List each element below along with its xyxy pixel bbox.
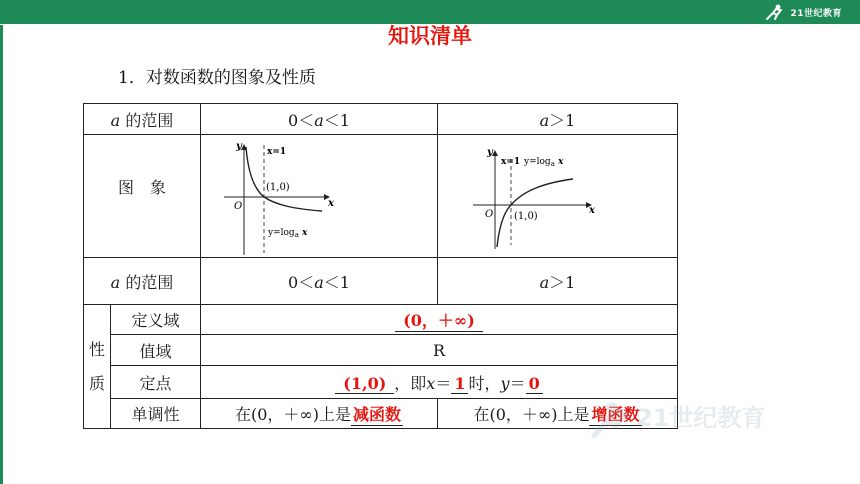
fixed-point-y-var: y bbox=[500, 373, 510, 393]
curve-label-main: y=log bbox=[523, 157, 551, 167]
a-range-header-cell bbox=[84, 104, 201, 135]
increasing-log-graph bbox=[443, 137, 673, 255]
curve-label-var: x bbox=[298, 228, 308, 238]
origin-label: O bbox=[484, 209, 493, 220]
decreasing-log-graph bbox=[204, 137, 434, 255]
domain-label: 定义域 bbox=[111, 305, 201, 335]
case2-var: a bbox=[539, 110, 550, 130]
fixed-point-eq-1: ＝ bbox=[435, 373, 452, 393]
section-heading: 1．对数函数的图象及性质 bbox=[118, 68, 316, 88]
case1-lead: 0＜ bbox=[288, 272, 315, 292]
curve-label-var: x bbox=[554, 157, 563, 167]
case1-tail: ＜1 bbox=[323, 272, 350, 292]
case-large-a-header bbox=[438, 258, 678, 305]
page-title: 知识清单 bbox=[388, 24, 472, 48]
fixed-point-text-2: 时， bbox=[468, 373, 501, 393]
fixed-point-x-answer: 1 bbox=[451, 374, 468, 394]
domain-answer: (0，＋∞) bbox=[395, 308, 483, 332]
table-row bbox=[84, 135, 678, 258]
property-char-2: 质 bbox=[88, 373, 105, 393]
curve-label-sub: a bbox=[550, 160, 555, 168]
fixed-point-x-var: x bbox=[426, 373, 436, 393]
monotonicity-label: 单调性 bbox=[111, 399, 201, 429]
table-row bbox=[84, 104, 678, 135]
fixed-point-eq-2: ＝ bbox=[509, 373, 526, 393]
curve-label bbox=[267, 228, 308, 239]
case-large-a-header bbox=[438, 104, 678, 135]
case-small-a-header bbox=[201, 258, 438, 305]
asymptote-label: x=1 bbox=[267, 147, 287, 157]
a-range-label: 的范围 bbox=[125, 272, 174, 292]
fixed-point-label: (1,0) bbox=[266, 182, 290, 193]
origin-label: O bbox=[234, 201, 243, 212]
case2-tail: ＞1 bbox=[549, 272, 576, 292]
property-group-label bbox=[84, 305, 111, 429]
curve-label-main: y=log bbox=[268, 228, 295, 238]
table-row bbox=[84, 399, 678, 429]
range-label: 值域 bbox=[111, 335, 201, 366]
property-char-1: 性 bbox=[88, 339, 105, 359]
y-axis-label: y bbox=[236, 141, 242, 152]
table-row bbox=[84, 305, 678, 335]
case-small-a-header bbox=[201, 104, 438, 135]
monotonicity-answer-decreasing: 减函数 bbox=[351, 402, 403, 426]
graph-row-label: 图 象 bbox=[84, 135, 201, 258]
fixed-point-y-answer: 0 bbox=[526, 374, 543, 394]
case2-var: a bbox=[539, 272, 550, 292]
log-function-properties-table bbox=[83, 103, 678, 429]
curve-label-sub: a bbox=[294, 231, 299, 239]
watermark-text: 21世纪教育 bbox=[636, 404, 766, 432]
y-axis-label: y bbox=[486, 147, 493, 158]
graph-decreasing-cell bbox=[201, 135, 438, 258]
domain-answer-cell bbox=[201, 305, 678, 335]
runner-logo-icon bbox=[764, 3, 786, 21]
monotonicity-answer-increasing: 增函数 bbox=[589, 402, 641, 426]
monotonicity-prefix: 在(0，＋∞)上是 bbox=[234, 404, 351, 424]
x-axis-label: x bbox=[328, 198, 334, 209]
left-accent-rule bbox=[0, 25, 3, 484]
graph-increasing-cell bbox=[438, 135, 678, 258]
a-variable: a bbox=[110, 272, 121, 292]
case1-var: a bbox=[314, 272, 324, 292]
fixed-point-answer: (1,0) bbox=[335, 374, 394, 394]
monotonicity-prefix: 在(0，＋∞)上是 bbox=[473, 404, 590, 424]
table-row bbox=[84, 366, 678, 399]
case1-tail: ＜1 bbox=[323, 110, 350, 130]
range-value: R bbox=[201, 335, 678, 366]
case1-var: a bbox=[314, 110, 324, 130]
x-axis-label: x bbox=[588, 205, 595, 216]
fixed-point-answer-cell bbox=[201, 366, 678, 399]
curve-label bbox=[523, 157, 564, 168]
monotonicity-decreasing-cell bbox=[201, 399, 438, 429]
monotonicity-increasing-cell bbox=[438, 399, 678, 429]
case2-tail: ＞1 bbox=[549, 110, 576, 130]
asymptote-label: x=1 bbox=[500, 157, 520, 167]
case1-lead: 0＜ bbox=[288, 110, 315, 130]
fixed-point-text-1: ，即 bbox=[394, 373, 427, 393]
logo-text: 21世纪教育 bbox=[790, 8, 842, 19]
a-range-label: 的范围 bbox=[125, 110, 174, 130]
a-variable: a bbox=[110, 110, 121, 130]
table-row bbox=[84, 258, 678, 305]
brand-logo bbox=[764, 2, 842, 22]
a-range-header-cell bbox=[84, 258, 201, 305]
fixed-point-label: (1,0) bbox=[513, 211, 538, 222]
table-row bbox=[84, 335, 678, 366]
fixed-point-row-label: 定点 bbox=[111, 366, 201, 399]
